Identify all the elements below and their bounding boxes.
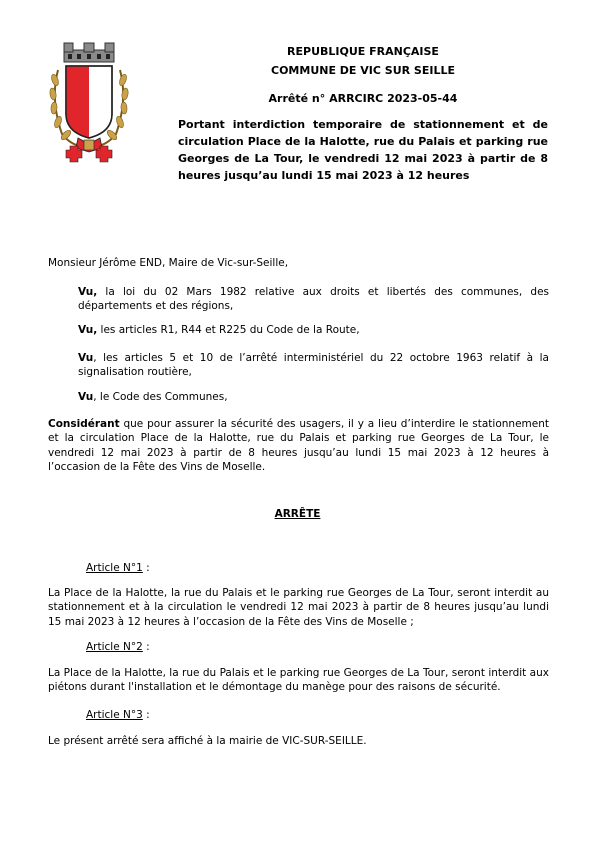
- vu-2-label: Vu,: [78, 324, 98, 336]
- commune-heading: COMMUNE DE VIC SUR SEILLE: [271, 64, 455, 77]
- mural-crown: [64, 43, 114, 62]
- article-1-colon: :: [142, 562, 150, 574]
- vu-1: [78, 285, 549, 314]
- shield: [66, 66, 112, 138]
- article-3-colon: :: [142, 709, 150, 721]
- vu-3-text: , les articles 5 et 10 de l’arrêté interministériel du 22 octobre 1963 relatif à la signalisation routière,: [78, 352, 549, 379]
- decree-title: Portant interdiction temporaire de stationnement et de circulation Place de la Halotte, rue du Palais et parking rue Georges de La Tour, le vendredi 12 mai 2023 à partir de 8 heures jusqu’au lundi 15 mai 2023 à 12 heures: [178, 118, 548, 182]
- vu-4: [78, 390, 549, 404]
- intro-text: Monsieur Jérôme END, Maire de Vic-sur-Seille,: [48, 257, 289, 269]
- article-3-label: Article N°3: [86, 709, 143, 721]
- article-3-heading: [86, 708, 150, 722]
- vu-3-label: Vu: [78, 352, 94, 364]
- article-1-heading: [86, 561, 150, 575]
- considerant-label: Considérant: [48, 418, 120, 430]
- considerant-text: que pour assurer la sécurité des usagers, il y a lieu d’interdire le stationnement et la circulation Place de la Halotte, rue du Palais et parking rue Georges de La Tour, le vendredi 12 mai 2023 à partir de 8 heures jusqu’au lundi 15 mai 2023 à 12 heures à l’occasion de la Fête des Vins de Moselle.: [48, 418, 549, 474]
- article-2-label: Article N°2: [86, 641, 143, 653]
- vu-2: [78, 323, 549, 337]
- arrete-heading: ARRÊTE: [274, 508, 321, 520]
- vu-1-text: la loi du 02 Mars 1982 relative aux droits et libertés des communes, des départements et des régions,: [78, 286, 549, 313]
- vu-4-text: , le Code des Communes,: [93, 391, 228, 403]
- vu-1-label: Vu,: [78, 286, 98, 298]
- article-1-label: Article N°1: [86, 562, 143, 574]
- ribbon-decoration: [66, 138, 112, 162]
- country-heading: REPUBLIQUE FRANÇAISE: [287, 45, 439, 58]
- article-3-text: Le présent arrêté sera affiché à la mairie de VIC-SUR-SEILLE.: [48, 735, 367, 747]
- municipal-coat-of-arms-icon: [48, 40, 130, 164]
- article-2-heading: [86, 640, 150, 654]
- considerant-paragraph: [48, 417, 549, 475]
- article-1-text: La Place de la Halotte, la rue du Palais et le parking rue Georges de La Tour, seront interdit au stationnement et à la circulation le vendredi 12 mai 2023 à partir de 8 heures jusqu’au lundi 15 mai 2023 à 12 heures à l’occasion de la Fête des Vins de Moselle ;: [48, 587, 549, 628]
- vu-4-label: Vu: [78, 391, 94, 403]
- decree-number: Arrêté n° ARRCIRC 2023-05-44: [268, 92, 458, 105]
- article-2-colon: :: [142, 641, 150, 653]
- vu-3: [78, 351, 549, 380]
- article-2-text: La Place de la Halotte, la rue du Palais et le parking rue Georges de La Tour, seront interdit aux piétons durant l'installation et le démontage du manège pour des raisons de sécurité.: [48, 667, 549, 694]
- vu-2-text: les articles R1, R44 et R225 du Code de la Route,: [97, 324, 360, 336]
